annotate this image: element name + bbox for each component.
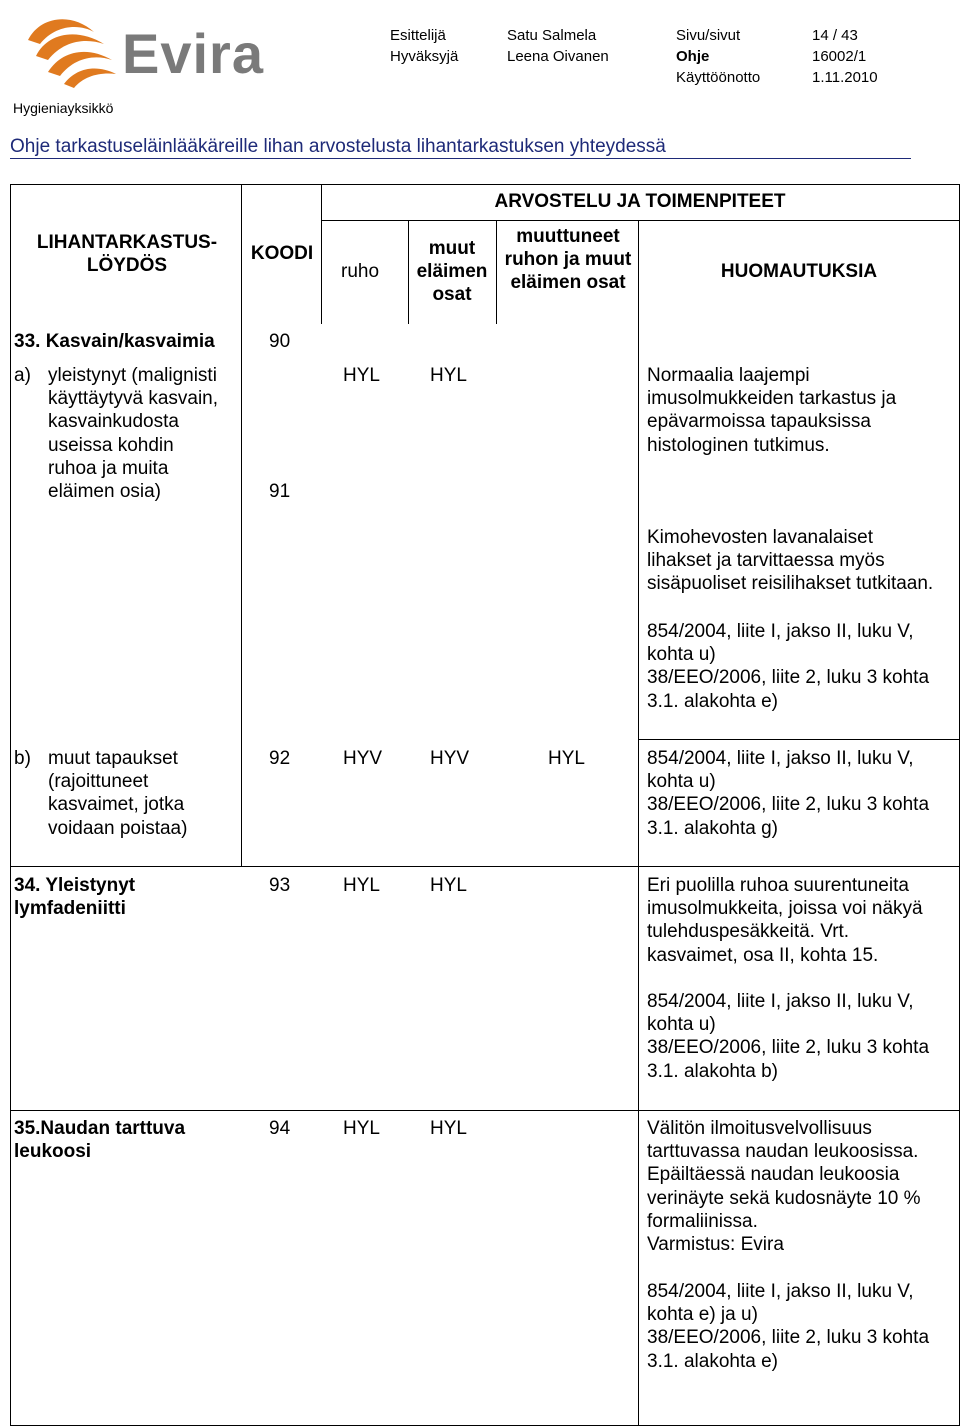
row-a-other-parts: HYL	[430, 365, 467, 386]
row-a-note-3: 854/2004, liite I, jakso II, luku V, kohta u) 38/EEO/2006, liite 2, luku 3 kohta 3.1. alakohta e)	[647, 621, 930, 712]
esittelija-label: Esittelijä	[390, 27, 446, 44]
title-rule	[10, 158, 911, 159]
row-line-b-bottom	[10, 866, 960, 867]
row-34-carcass: HYL	[343, 875, 380, 896]
row-b-carcass: HYV	[343, 748, 383, 769]
row-line-34-bottom	[10, 1110, 960, 1111]
row-b-changed: HYL	[548, 748, 585, 769]
row-35-carcass: HYL	[343, 1118, 380, 1139]
hyvaksyja-value: Leena Oivanen	[507, 48, 609, 65]
kayttoonotto-value: 1.11.2010	[812, 69, 878, 86]
row-b-label: muut tapaukset (rajoittuneet kasvaimet, jotka voidaan poistaa)	[48, 748, 188, 839]
evira-wordmark: Evira	[122, 22, 264, 85]
row-b-prefix: b)	[14, 748, 31, 769]
header-findings: LIHANTARKASTUS- LÖYDÖS	[36, 232, 218, 277]
row-a-note-1: Normaalia laajempi imusolmukkeiden tarkastus ja epävarmoissa tapauksissa histologinen tutkimus.	[647, 365, 897, 456]
col-line-6	[638, 220, 639, 1426]
col-line-4	[408, 220, 409, 324]
row-35-code: 94	[269, 1118, 291, 1139]
row-33-heading: 33. Kasvain/kasvaimia	[14, 331, 215, 352]
evira-logo	[22, 10, 267, 88]
row-34-label: 34. Yleistynyt lymfadeniitti	[14, 875, 136, 920]
row-34-note-2: 854/2004, liite I, jakso II, luku V, kohta u) 38/EEO/2006, liite 2, luku 3 kohta 3.1. alakohta b)	[647, 991, 930, 1082]
row-34-other-parts: HYL	[430, 875, 467, 896]
row-a-prefix: a)	[14, 365, 31, 386]
header-group: ARVOSTELU JA TOIMENPITEET	[494, 191, 786, 212]
header-notes: HUOMAUTUKSIA	[720, 261, 878, 282]
row-b-other-parts: HYV	[430, 748, 470, 769]
row-a-carcass: HYL	[343, 365, 380, 386]
sivu-label: Sivu/sivut	[676, 27, 741, 44]
unit-name: Hygieniayksikkö	[13, 100, 114, 116]
sivu-value: 14 / 43	[812, 27, 858, 44]
header-carcass: ruho	[341, 261, 380, 282]
header-changed: muuttuneet ruhon ja muut eläimen osat	[504, 226, 632, 294]
row-b-code: 92	[269, 748, 291, 769]
document-title: Ohje tarkastuseläinlääkäreille lihan arvostelusta lihantarkastuksen yhteydessä	[10, 136, 666, 157]
row-35-note-2: 854/2004, liite I, jakso II, luku V, kohta e) ja u) 38/EEO/2006, liite 2, luku 3 kohta 3.1. alakohta e)	[647, 1281, 930, 1372]
col-line-2	[241, 184, 242, 866]
group-header-line	[321, 220, 960, 221]
row-35-label: 35.Naudan tarttuva leukoosi	[14, 1118, 186, 1163]
row-35-other-parts: HYL	[430, 1118, 467, 1139]
row-a-label: yleistynyt (malignisti käyttäytyvä kasvain, kasvainkudosta useissa kohdin ruhoa ja muita eläimen osia)	[48, 365, 219, 503]
hyvaksyja-label: Hyväksyjä	[390, 48, 459, 65]
row-34-note-1: Eri puolilla ruhoa suurentuneita imusolmukkeita, joissa voi näkyä tulehduspesäkkeitä. Vrt. kasvaimet, osa II, kohta 15.	[647, 875, 923, 966]
ohje-label: Ohje	[676, 48, 710, 65]
esittelija-value: Satu Salmela	[507, 27, 597, 44]
ohje-value: 16002/1	[812, 48, 867, 65]
row-line-b-top	[638, 739, 960, 740]
evaluation-table	[10, 184, 960, 1426]
row-a-code: 91	[269, 481, 291, 502]
row-a-note-2: Kimohevosten lavanalaiset lihakset ja tarvittaessa myös sisäpuoliset reisilihakset tutkitaan.	[647, 527, 934, 595]
row-35-note-1: Välitön ilmoitusvelvollisuus tarttuvassa naudan leukoosissa. Epäiltäessä naudan leukoosia verinäyte sekä kudosnäyte 10 % formaliinissa. Varmistus: Evira	[647, 1118, 921, 1256]
col-line-1	[10, 184, 11, 1426]
row-33-code: 90	[269, 331, 291, 352]
row-b-note-1: 854/2004, liite I, jakso II, luku V, kohta u) 38/EEO/2006, liite 2, luku 3 kohta 3.1. alakohta g)	[647, 748, 930, 839]
header-other-parts: muut eläimen osat	[416, 238, 488, 306]
col-line-5	[496, 220, 497, 324]
row-line-top	[10, 184, 960, 185]
header-code: KOODI	[250, 243, 314, 264]
row-34-code: 93	[269, 875, 291, 896]
kayttoonotto-label: Käyttöönotto	[676, 69, 761, 86]
